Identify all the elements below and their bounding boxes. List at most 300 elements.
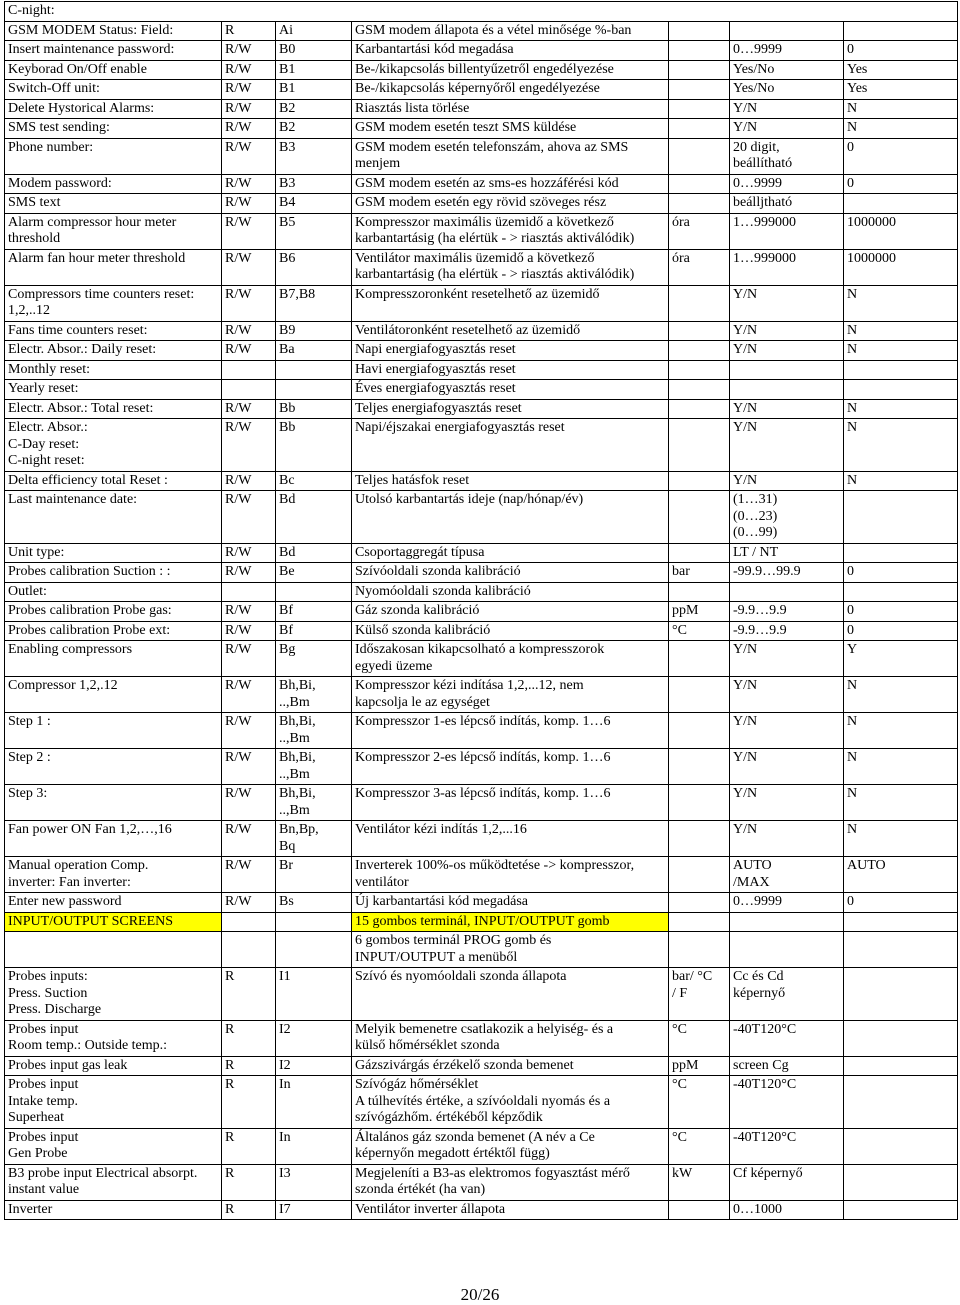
cell-range: -9.9…9.9 (730, 602, 844, 622)
cell-description: Kompresszor maximális üzemidő a következő karbantartásig (ha elértük - > riasztás aktiválódik) (352, 213, 669, 249)
table-row (5, 21, 958, 41)
cell-access (222, 582, 276, 602)
cell-access: R/W (222, 138, 276, 174)
cell-default (844, 21, 958, 41)
cell-default: 0 (844, 174, 958, 194)
cell-unit (669, 60, 730, 80)
table-row (5, 99, 958, 119)
cell-default (844, 582, 958, 602)
cell-unit (669, 857, 730, 893)
cell-description: Be-/kikapcsolás képernyőről engedélyezése (352, 80, 669, 100)
cell-access (222, 360, 276, 380)
cell-description: Kompresszor 1-es lépcső indítás, komp. 1…6 (352, 713, 669, 749)
cell-unit (669, 341, 730, 361)
cell-range: -99.9…99.9 (730, 563, 844, 583)
cell-unit (669, 80, 730, 100)
table-row (5, 1200, 958, 1220)
cell-access: R (222, 968, 276, 1021)
cell-unit (669, 194, 730, 214)
table-row (5, 491, 958, 544)
cell-description: Napi energiafogyasztás reset (352, 341, 669, 361)
cell-range: Y/N (730, 641, 844, 677)
cell-code: B3 (276, 174, 352, 194)
cell-default (844, 1076, 958, 1129)
cell-description: Be-/kikapcsolás billentyűzetről engedélyezése (352, 60, 669, 80)
cell-range: Yes/No (730, 60, 844, 80)
table-row (5, 932, 958, 968)
cell-parameter-name: Enabling compressors (5, 641, 222, 677)
cell-unit: °C (669, 1128, 730, 1164)
cell-range: Y/N (730, 713, 844, 749)
cell-access: R/W (222, 857, 276, 893)
section-label: C-night: (5, 2, 958, 22)
cell-code: B3 (276, 138, 352, 174)
table-row (5, 563, 958, 583)
cell-default: 0 (844, 893, 958, 913)
cell-parameter-name: Manual operation Comp. inverter: Fan inverter: (5, 857, 222, 893)
cell-access: R/W (222, 821, 276, 857)
cell-description: Inverterek 100%-os működtetése -> kompresszor, ventilátor (352, 857, 669, 893)
cell-access: R/W (222, 249, 276, 285)
cell-access: R/W (222, 893, 276, 913)
cell-code: B9 (276, 321, 352, 341)
cell-range: Y/N (730, 321, 844, 341)
cell-access: R (222, 1200, 276, 1220)
cell-parameter-name (5, 932, 222, 968)
cell-unit: ppM (669, 1056, 730, 1076)
cell-default: Y (844, 641, 958, 677)
cell-unit: bar/ °C / F (669, 968, 730, 1021)
cell-unit (669, 785, 730, 821)
cell-code: Bs (276, 893, 352, 913)
cell-unit (669, 749, 730, 785)
cell-default: 0 (844, 621, 958, 641)
cell-code: B1 (276, 60, 352, 80)
cell-unit (669, 1200, 730, 1220)
table-row (5, 213, 958, 249)
table-row (5, 419, 958, 472)
cell-description: Utolsó karbantartás ideje (nap/hónap/év) (352, 491, 669, 544)
cell-code: In (276, 1128, 352, 1164)
cell-default: Yes (844, 60, 958, 80)
cell-unit (669, 174, 730, 194)
cell-range: -40T120°C (730, 1128, 844, 1164)
cell-unit (669, 419, 730, 472)
cell-range (730, 380, 844, 400)
cell-code: B4 (276, 194, 352, 214)
table-row (5, 174, 958, 194)
cell-description: Ventilátor maximális üzemidő a következő karbantartásig (ha elértük - > riasztás aktiválódik) (352, 249, 669, 285)
table-row (5, 119, 958, 139)
cell-default: N (844, 399, 958, 419)
cell-code: Bb (276, 399, 352, 419)
cell-parameter-name: Fan power ON Fan 1,2,…,16 (5, 821, 222, 857)
table-row (5, 621, 958, 641)
cell-parameter-name: SMS text (5, 194, 222, 214)
cell-parameter-name: Modem password: (5, 174, 222, 194)
cell-access: R/W (222, 677, 276, 713)
cell-default (844, 1020, 958, 1056)
cell-default (844, 380, 958, 400)
cell-range: AUTO /MAX (730, 857, 844, 893)
cell-unit (669, 641, 730, 677)
cell-access: R/W (222, 491, 276, 544)
cell-range: (1…31) (0…23) (0…99) (730, 491, 844, 544)
cell-description: Gázszivárgás érzékelő szonda bemenet (352, 1056, 669, 1076)
cell-unit: ppM (669, 602, 730, 622)
cell-unit (669, 491, 730, 544)
cell-access: R/W (222, 194, 276, 214)
cell-access: R/W (222, 41, 276, 61)
cell-description: Ventilátoronként resetelhető az üzemidő (352, 321, 669, 341)
table-row (5, 677, 958, 713)
table-row (5, 380, 958, 400)
table-row (5, 1128, 958, 1164)
cell-unit (669, 677, 730, 713)
cell-default: 1000000 (844, 213, 958, 249)
table-row (5, 1076, 958, 1129)
cell-unit: bar (669, 563, 730, 583)
table-row (5, 138, 958, 174)
cell-access: R (222, 1128, 276, 1164)
cell-description: Szívó és nyomóoldali szonda állapota (352, 968, 669, 1021)
cell-default: 0 (844, 602, 958, 622)
cell-description: Külső szonda kalibráció (352, 621, 669, 641)
cell-access (222, 912, 276, 932)
cell-range: Cc és Cd képernyő (730, 968, 844, 1021)
cell-access: R/W (222, 713, 276, 749)
cell-description: Ventilátor inverter állapota (352, 1200, 669, 1220)
cell-unit: óra (669, 249, 730, 285)
table-row (5, 821, 958, 857)
cell-default (844, 1200, 958, 1220)
table-row (5, 399, 958, 419)
cell-unit (669, 821, 730, 857)
cell-access: R (222, 1076, 276, 1129)
table-row (5, 1164, 958, 1200)
cell-parameter-name: Outlet: (5, 582, 222, 602)
cell-code (276, 912, 352, 932)
cell-unit: óra (669, 213, 730, 249)
cell-default: N (844, 119, 958, 139)
cell-description: Megjeleníti a B3-as elektromos fogyasztást mérő szonda értékét (ha van) (352, 1164, 669, 1200)
cell-range: Y/N (730, 785, 844, 821)
cell-parameter-name: Phone number: (5, 138, 222, 174)
cell-range: Cf képernyő (730, 1164, 844, 1200)
cell-code: Bh,Bi, ..,Bm (276, 677, 352, 713)
cell-default: N (844, 285, 958, 321)
cell-parameter-name: Probes calibration Suction : : (5, 563, 222, 583)
cell-parameter-name: SMS test sending: (5, 119, 222, 139)
cell-description: Ventilátor kézi indítás 1,2,...16 (352, 821, 669, 857)
cell-access: R/W (222, 543, 276, 563)
cell-range: 0…9999 (730, 893, 844, 913)
cell-description: Riasztás lista törlése (352, 99, 669, 119)
cell-default: 0 (844, 563, 958, 583)
cell-parameter-name: Probes input Gen Probe (5, 1128, 222, 1164)
cell-access (222, 932, 276, 968)
cell-description: Gáz szonda kalibráció (352, 602, 669, 622)
cell-description: GSM modem állapota és a vétel minősége %-ban (352, 21, 669, 41)
cell-default (844, 912, 958, 932)
cell-parameter-name: Step 3: (5, 785, 222, 821)
cell-parameter-name: Step 1 : (5, 713, 222, 749)
cell-default: 1000000 (844, 249, 958, 285)
cell-range (730, 932, 844, 968)
cell-range: Y/N (730, 341, 844, 361)
cell-access: R/W (222, 341, 276, 361)
document-page (4, 1, 957, 1220)
cell-code (276, 582, 352, 602)
cell-parameter-name: Probes input Intake temp. Superheat (5, 1076, 222, 1129)
cell-description: Időszakosan kikapcsolható a kompresszorok egyedi üzeme (352, 641, 669, 677)
cell-parameter-name: Electr. Absor.: Total reset: (5, 399, 222, 419)
table-row (5, 1020, 958, 1056)
cell-parameter-name: Electr. Absor.: C-Day reset: C-night reset: (5, 419, 222, 472)
cell-access: R/W (222, 399, 276, 419)
cell-unit (669, 138, 730, 174)
cell-parameter-name: Electr. Absor.: Daily reset: (5, 341, 222, 361)
cell-access: R/W (222, 785, 276, 821)
cell-access: R/W (222, 80, 276, 100)
cell-range: Y/N (730, 821, 844, 857)
cell-range (730, 21, 844, 41)
table-row (5, 713, 958, 749)
cell-default: N (844, 341, 958, 361)
table-row (5, 341, 958, 361)
cell-parameter-name: INPUT/OUTPUT SCREENS (5, 912, 222, 932)
cell-parameter-name: GSM MODEM Status: Field: (5, 21, 222, 41)
cell-code (276, 360, 352, 380)
cell-default: N (844, 419, 958, 472)
table-row (5, 543, 958, 563)
cell-access: R/W (222, 621, 276, 641)
cell-range: 20 digit, beállítható (730, 138, 844, 174)
cell-code: I7 (276, 1200, 352, 1220)
cell-code: B0 (276, 41, 352, 61)
cell-description: Általános gáz szonda bemenet (A név a Ce képernyőn megadott értéktől függ) (352, 1128, 669, 1164)
table-row (5, 912, 958, 932)
cell-description: Új karbantartási kód megadása (352, 893, 669, 913)
cell-parameter-name: Probes input Room temp.: Outside temp.: (5, 1020, 222, 1056)
cell-range: Yes/No (730, 80, 844, 100)
cell-code (276, 932, 352, 968)
cell-default (844, 1164, 958, 1200)
cell-parameter-name: Probes input gas leak (5, 1056, 222, 1076)
cell-unit: °C (669, 1020, 730, 1056)
cell-default (844, 360, 958, 380)
cell-description: Szívóoldali szonda kalibráció (352, 563, 669, 583)
cell-access: R/W (222, 321, 276, 341)
cell-parameter-name: Keyborad On/Off enable (5, 60, 222, 80)
table-row (5, 602, 958, 622)
cell-default (844, 491, 958, 544)
cell-unit (669, 582, 730, 602)
page-number: 20/26 (460, 1285, 500, 1304)
cell-default (844, 1056, 958, 1076)
cell-default: AUTO (844, 857, 958, 893)
cell-code: Bg (276, 641, 352, 677)
cell-access: R/W (222, 602, 276, 622)
cell-default: 0 (844, 138, 958, 174)
cell-unit (669, 912, 730, 932)
cell-parameter-name: B3 probe input Electrical absorpt. instant value (5, 1164, 222, 1200)
cell-code (276, 380, 352, 400)
cell-default (844, 543, 958, 563)
cell-range: Y/N (730, 99, 844, 119)
table-row (5, 968, 958, 1021)
cell-description: Napi/éjszakai energiafogyasztás reset (352, 419, 669, 472)
cell-unit: kW (669, 1164, 730, 1200)
cell-range: Y/N (730, 399, 844, 419)
cell-parameter-name: Compressor 1,2,.12 (5, 677, 222, 713)
cell-parameter-name: Unit type: (5, 543, 222, 563)
cell-unit (669, 380, 730, 400)
cell-range (730, 912, 844, 932)
cell-range: 0…9999 (730, 174, 844, 194)
cell-code: B6 (276, 249, 352, 285)
cell-code: Bd (276, 543, 352, 563)
cell-description: Csoportaggregát típusa (352, 543, 669, 563)
cell-parameter-name: Yearly reset: (5, 380, 222, 400)
cell-unit (669, 543, 730, 563)
cell-default (844, 194, 958, 214)
cell-unit (669, 360, 730, 380)
cell-access: R/W (222, 471, 276, 491)
cell-description: GSM modem esetén az sms-es hozzáférési kód (352, 174, 669, 194)
cell-description: Teljes energiafogyasztás reset (352, 399, 669, 419)
cell-parameter-name: Enter new password (5, 893, 222, 913)
cell-default (844, 968, 958, 1021)
cell-code: Bb (276, 419, 352, 472)
cell-access: R (222, 1164, 276, 1200)
cell-range (730, 582, 844, 602)
cell-code: Bh,Bi, ..,Bm (276, 713, 352, 749)
cell-access: R (222, 1020, 276, 1056)
cell-unit (669, 893, 730, 913)
cell-default: 0 (844, 41, 958, 61)
cell-default: N (844, 821, 958, 857)
cell-range: -9.9…9.9 (730, 621, 844, 641)
cell-range: 1…999000 (730, 249, 844, 285)
cell-range: beálljtható (730, 194, 844, 214)
cell-description: Kompresszor 2-es lépcső indítás, komp. 1…6 (352, 749, 669, 785)
cell-access: R/W (222, 60, 276, 80)
cell-description: Kompresszor 3-as lépcső indítás, komp. 1…6 (352, 785, 669, 821)
cell-range: -40T120°C (730, 1076, 844, 1129)
cell-range: 1…999000 (730, 213, 844, 249)
cell-default: N (844, 713, 958, 749)
cell-description: Kompresszor kézi indítása 1,2,...12, nem kapcsolja le az egységet (352, 677, 669, 713)
cell-access: R (222, 21, 276, 41)
cell-description: Nyomóoldali szonda kalibráció (352, 582, 669, 602)
table-header-row (5, 2, 958, 22)
cell-code: B5 (276, 213, 352, 249)
cell-description: Melyik bemenetre csatlakozik a helyiség- és a külső hőmérséklet szonda (352, 1020, 669, 1056)
table-row (5, 321, 958, 341)
cell-default (844, 932, 958, 968)
cell-range: Y/N (730, 419, 844, 472)
table-row (5, 641, 958, 677)
cell-parameter-name: Monthly reset: (5, 360, 222, 380)
cell-parameter-name: Alarm compressor hour meter threshold (5, 213, 222, 249)
table-row (5, 471, 958, 491)
cell-access: R/W (222, 119, 276, 139)
cell-code: Ba (276, 341, 352, 361)
cell-default: N (844, 677, 958, 713)
cell-parameter-name: Probes calibration Probe ext: (5, 621, 222, 641)
cell-range: Y/N (730, 677, 844, 713)
cell-default: N (844, 785, 958, 821)
cell-description: Kompresszoronként resetelhető az üzemidő (352, 285, 669, 321)
cell-range: screen Cg (730, 1056, 844, 1076)
cell-range: Y/N (730, 285, 844, 321)
cell-description: 15 gombos terminál, INPUT/OUTPUT gomb (352, 912, 669, 932)
cell-code: Bd (276, 491, 352, 544)
cell-range: 0…1000 (730, 1200, 844, 1220)
table-row (5, 582, 958, 602)
cell-access: R/W (222, 213, 276, 249)
cell-access (222, 380, 276, 400)
cell-parameter-name: Probes calibration Probe gas: (5, 602, 222, 622)
table-row (5, 893, 958, 913)
cell-unit: °C (669, 1076, 730, 1129)
cell-parameter-name: Delta efficiency total Reset : (5, 471, 222, 491)
cell-description: Szívógáz hőmérséklet A túlhevítés értéke, a szívóoldali nyomás és a szívógázhőm. értékéből képződik (352, 1076, 669, 1129)
table-row (5, 749, 958, 785)
cell-code: B7,B8 (276, 285, 352, 321)
cell-description: Karbantartási kód megadása (352, 41, 669, 61)
table-row (5, 80, 958, 100)
cell-unit (669, 21, 730, 41)
table-row (5, 194, 958, 214)
cell-description: Havi energiafogyasztás reset (352, 360, 669, 380)
cell-access: R (222, 1056, 276, 1076)
cell-parameter-name: Alarm fan hour meter threshold (5, 249, 222, 285)
cell-access: R/W (222, 419, 276, 472)
cell-description: Teljes hatásfok reset (352, 471, 669, 491)
cell-parameter-name: Last maintenance date: (5, 491, 222, 544)
cell-description: GSM modem esetén egy rövid szöveges rész (352, 194, 669, 214)
cell-parameter-name: Step 2 : (5, 749, 222, 785)
cell-code: I2 (276, 1020, 352, 1056)
cell-access: R/W (222, 749, 276, 785)
cell-description: GSM modem esetén teszt SMS küldése (352, 119, 669, 139)
cell-code: I1 (276, 968, 352, 1021)
cell-description: Éves energiafogyasztás reset (352, 380, 669, 400)
table-row (5, 1056, 958, 1076)
cell-unit (669, 41, 730, 61)
cell-code: I3 (276, 1164, 352, 1200)
cell-code: Be (276, 563, 352, 583)
cell-code: Bh,Bi, ..,Bm (276, 749, 352, 785)
cell-range: 0…9999 (730, 41, 844, 61)
cell-unit: °C (669, 621, 730, 641)
cell-code: Bc (276, 471, 352, 491)
cell-code: Bf (276, 602, 352, 622)
cell-code: Bn,Bp, Bq (276, 821, 352, 857)
table-row (5, 785, 958, 821)
cell-access: R/W (222, 174, 276, 194)
cell-range: Y/N (730, 749, 844, 785)
cell-parameter-name: Switch-Off unit: (5, 80, 222, 100)
table-row (5, 857, 958, 893)
cell-range: Y/N (730, 471, 844, 491)
table-row (5, 41, 958, 61)
cell-code: Br (276, 857, 352, 893)
cell-code: B1 (276, 80, 352, 100)
cell-description: GSM modem esetén telefonszám, ahova az SMS menjem (352, 138, 669, 174)
